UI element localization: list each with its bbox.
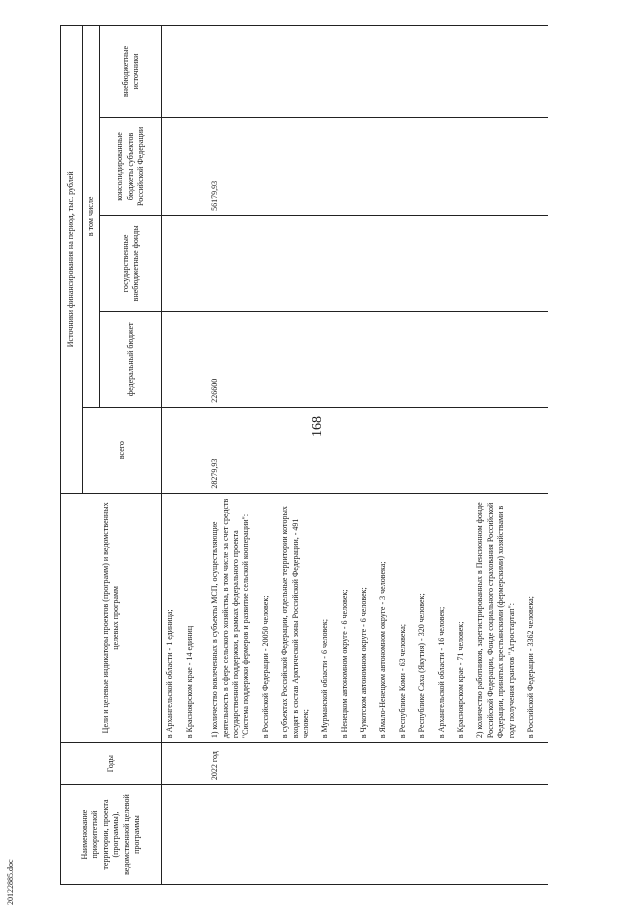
cell-state-funds xyxy=(162,215,207,311)
goal-item: в Архангельской области - 1 единица; xyxy=(165,609,175,739)
cell-goals xyxy=(162,493,207,743)
header-total: всего xyxy=(83,407,162,493)
goal-item: в Российской Федерации - 20050 человек; xyxy=(260,595,270,739)
rotated-sheet xyxy=(60,25,640,885)
goal-item: в субъектах Российской Федерации, отдельные территории которых входят в состав Арктической зоны Российской Федерации, - 491 человек; xyxy=(280,506,310,739)
cell-total xyxy=(162,407,207,493)
header-federal: федеральный бюджет xyxy=(100,311,162,407)
header-sources: Источники финансирования на период, тыс. рублей xyxy=(61,26,83,494)
cell-extrabudget xyxy=(207,26,548,118)
cell-name xyxy=(162,785,207,885)
cell-federal xyxy=(162,311,207,407)
goal-item: в Архангельской области - 16 человек; xyxy=(436,606,446,739)
cell-name xyxy=(207,785,548,885)
table-row xyxy=(207,26,548,885)
financing-table xyxy=(60,25,548,885)
goal-item: в Ненецком автономном округе - 6 человек; xyxy=(339,589,349,739)
cell-year xyxy=(162,743,207,785)
cell-regional: 56179,93 xyxy=(207,117,548,215)
header-goals: Цели и целевые индикаторы проектов (программ) и ведомственных целевых программ xyxy=(61,493,162,743)
goal-item: в Республике Саха (Якутия) - 320 человек; xyxy=(417,593,427,739)
header-regional: консолидированные бюджеты субъектов Российской Федерации xyxy=(100,117,162,215)
goal-item: в Российской Федерации - 3362 человека; xyxy=(525,596,535,739)
table-body xyxy=(162,26,548,885)
goal-item: 2) количество работников, зарегистрированных в Пенсионном фонде Российской Федерации, Фонде социального страхования Российской Федерации, принятых крестьянскими (фермерскими) хозяйствами в году получения грантов "Агростартап": xyxy=(475,502,516,739)
header-state-funds: государственные внебюджетные фонды xyxy=(100,215,162,311)
cell-extrabudget xyxy=(162,26,207,118)
goal-item: в Чукотском автономном округе - 6 человек; xyxy=(359,587,369,739)
goal-item: в Республике Коми - 63 человека; xyxy=(397,623,407,739)
header-including: в том числе xyxy=(83,26,100,408)
goal-item: 1) количество вовлеченных в субъекты МСП, осуществляющие деятельность в сфере сельского хозяйства, в том числе за счет средств государственной поддержки, в рамках федерального проекта "Система поддержки фермеров и развитие сельской кооперации": xyxy=(210,498,251,739)
goal-item: в Мурманской области - 6 человек; xyxy=(320,619,330,739)
header-extrabudget: внебюджетные источники xyxy=(100,26,162,118)
header-years: Годы xyxy=(61,743,162,785)
table-row xyxy=(162,26,207,885)
footer-file-code: 20122885.doc xyxy=(6,859,15,905)
cell-total: 28279,93 xyxy=(207,407,548,493)
cell-regional xyxy=(162,117,207,215)
header-name: Наименование приоритетной территории, проекта (программы), ведомственной целевой программы xyxy=(61,785,162,885)
goal-item: в Ямало-Ненецком автономном округе - 3 человека; xyxy=(378,561,388,739)
cell-state-funds xyxy=(207,215,548,311)
goal-item: в Красноярском крае - 14 единиц xyxy=(184,625,194,739)
page-number: 168 xyxy=(310,416,325,437)
cell-federal: 226600 xyxy=(207,311,548,407)
cell-year: 2022 год xyxy=(207,743,548,785)
cell-goals xyxy=(207,493,548,743)
goal-item: в Красноярском крае - 71 человек; xyxy=(456,621,466,739)
